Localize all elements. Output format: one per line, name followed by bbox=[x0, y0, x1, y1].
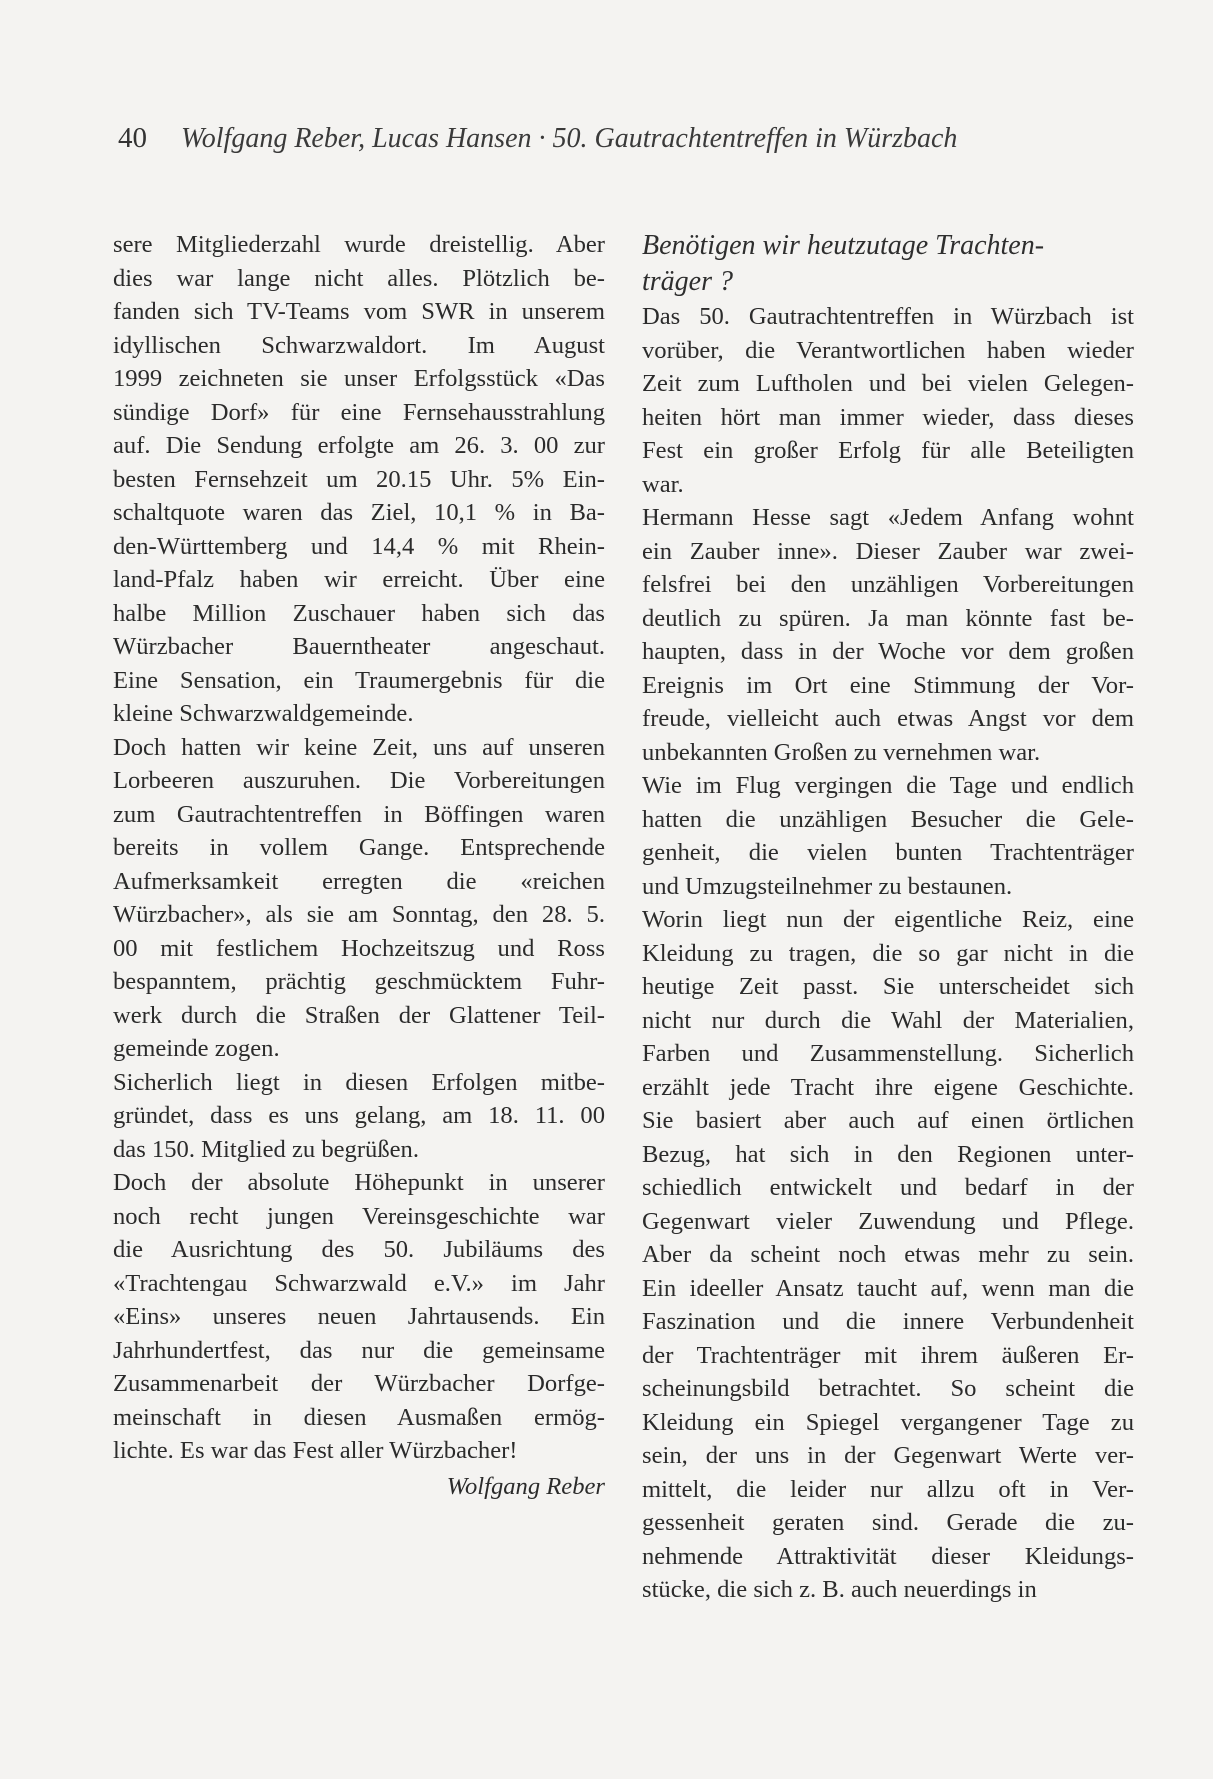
text-line: 00 mit festlichem Hochzeitszug und Ross bbox=[113, 934, 605, 962]
text-line: gemeinde zogen. bbox=[113, 1035, 280, 1062]
text-line: meinschaft in diesen Ausmaßen ermög- bbox=[113, 1403, 605, 1431]
text-line: kleine Schwarzwaldgemeinde. bbox=[113, 700, 414, 727]
text-line: den-Württemberg und 14,4 % mit Rhein- bbox=[113, 532, 605, 560]
text-line: «Trachtengau Schwarzwald e.V.» im Jahr bbox=[113, 1269, 605, 1297]
text-line: 1999 zeichneten sie unser Erfolgsstück «Das bbox=[113, 365, 605, 392]
section-heading bbox=[642, 228, 1134, 300]
text-line: Würzbacher», als sie am Sonntag, den 28. 5. bbox=[113, 901, 605, 928]
text-line: fanden sich TV-Teams vom SWR in unserem bbox=[113, 298, 605, 325]
text-line: genheit, die vielen bunten Trachtenträger bbox=[642, 839, 1134, 866]
text-line: sündige Dorf» für eine Fernsehausstrahlung bbox=[113, 398, 605, 426]
text-line: Ein ideeller Ansatz taucht auf, wenn man die bbox=[642, 1274, 1134, 1302]
text-line: land-Pfalz haben wir erreicht. Über eine bbox=[113, 566, 605, 593]
text-line: Farben und Zusammenstellung. Sicherlich bbox=[642, 1040, 1134, 1067]
page-number: 40 bbox=[118, 122, 147, 154]
right-text-body bbox=[642, 300, 1134, 1607]
text-line: Lorbeeren auszuruhen. Die Vorbereitungen bbox=[113, 767, 605, 794]
text-line: war. bbox=[642, 470, 684, 498]
text-line: erzählt jede Tracht ihre eigene Geschichte. bbox=[642, 1073, 1134, 1101]
text-line: Benötigen wir heutzutage Trachten- bbox=[642, 230, 1045, 261]
text-line: vorüber, die Verantwortlichen haben wieder bbox=[642, 336, 1134, 364]
text-line: Sie basiert aber auch auf einen örtlichen bbox=[642, 1107, 1134, 1134]
text-line: die Ausrichtung des 50. Jubiläums des bbox=[113, 1236, 605, 1263]
text-line: werk durch die Straßen der Glattener Teil- bbox=[113, 1001, 605, 1029]
text-line: schaltquote waren das Ziel, 10,1 % in Ba- bbox=[113, 499, 605, 526]
text-line: Bezug, hat sich in den Regionen unter- bbox=[642, 1140, 1134, 1168]
text-line: Hermann Hesse sagt «Jedem Anfang wohnt bbox=[642, 504, 1134, 531]
text-line: dies war lange nicht alles. Plötzlich be- bbox=[113, 264, 605, 292]
text-line: freude, vielleicht auch etwas Angst vor dem bbox=[642, 705, 1134, 732]
text-line: Das 50. Gautrachtentreffen in Würzbach ist bbox=[642, 303, 1134, 330]
text-line: Aber da scheint noch etwas mehr zu sein. bbox=[642, 1241, 1134, 1268]
text-line: «Eins» unseres neuen Jahrtausends. Ein bbox=[113, 1303, 605, 1330]
text-line: Jahrhundertfest, das nur die gemeinsame bbox=[113, 1336, 605, 1364]
running-title: Wolfgang Reber, Lucas Hansen · 50. Gautrachtentreffen in Würzbach bbox=[181, 123, 958, 154]
text-line: felsfrei bei den unzähligen Vorbereitungen bbox=[642, 571, 1134, 598]
text-line: schiedlich entwickelt und bedarf in der bbox=[642, 1174, 1134, 1201]
text-line: Fest ein großer Erfolg für alle Beteiligten bbox=[642, 437, 1134, 464]
text-line: Sicherlich liegt in diesen Erfolgen mitbe- bbox=[113, 1068, 605, 1096]
text-line: nicht nur durch die Wahl der Materialien, bbox=[642, 1006, 1134, 1034]
text-line: deutlich zu spüren. Ja man könnte fast be- bbox=[642, 604, 1134, 632]
text-line: scheinungsbild betrachtet. So scheint die bbox=[642, 1375, 1134, 1402]
text-line: bespanntem, prächtig geschmücktem Fuhr- bbox=[113, 968, 605, 995]
text-line: besten Fernsehzeit um 20.15 Uhr. 5% Ein- bbox=[113, 465, 605, 493]
text-line: Aufmerksamkeit erregten die «reichen bbox=[113, 867, 605, 895]
text-line: der Trachtenträger mit ihrem äußeren Er- bbox=[642, 1341, 1134, 1369]
text-line: ein Zauber inne». Dieser Zauber war zwei- bbox=[642, 537, 1134, 565]
left-column bbox=[113, 228, 605, 1503]
author-signature: Wolfgang Reber bbox=[446, 1472, 605, 1500]
text-line: gründet, dass es uns gelang, am 18. 11. 00 bbox=[113, 1102, 605, 1129]
text-line: unbekannten Großen zu vernehmen war. bbox=[642, 738, 1041, 766]
text-line: bereits in vollem Gange. Entsprechende bbox=[113, 834, 605, 861]
text-line: träger ? bbox=[642, 266, 733, 297]
text-line: Ereignis im Ort eine Stimmung der Vor- bbox=[642, 671, 1134, 699]
text-line: sein, der uns in der Gegenwart Werte ver- bbox=[642, 1442, 1134, 1469]
text-line: heutige Zeit passt. Sie unterscheidet sich bbox=[642, 973, 1134, 1000]
right-column bbox=[642, 228, 1134, 1607]
text-line: zum Gautrachtentreffen in Böffingen waren bbox=[113, 800, 605, 828]
left-text-body bbox=[113, 228, 605, 1468]
running-header bbox=[118, 118, 998, 158]
text-line: lichte. Es war das Fest aller Würzbacher! bbox=[113, 1437, 518, 1464]
text-line: haupten, dass in der Woche vor dem großen bbox=[642, 638, 1134, 665]
text-line: Zeit zum Luftholen und bei vielen Gelegen- bbox=[642, 370, 1134, 397]
text-line: Gegenwart vieler Zuwendung und Pflege. bbox=[642, 1207, 1134, 1235]
text-line: Würzbacher Bauerntheater angeschaut. bbox=[113, 633, 605, 660]
text-line: sere Mitgliederzahl wurde dreistellig. Aber bbox=[113, 231, 605, 258]
text-line: gessenheit geraten sind. Gerade die zu- bbox=[642, 1509, 1134, 1536]
text-line: stücke, die sich z. B. auch neuerdings in bbox=[642, 1576, 1037, 1603]
text-line: mittelt, die leider nur allzu oft in Ver- bbox=[642, 1475, 1134, 1503]
text-line: Doch der absolute Höhepunkt in unserer bbox=[113, 1169, 605, 1196]
text-line: noch recht jungen Vereinsgeschichte war bbox=[113, 1202, 605, 1230]
text-line: und Umzugsteilnehmer zu bestaunen. bbox=[642, 872, 1013, 900]
text-line: Wie im Flug vergingen die Tage und endlich bbox=[642, 772, 1134, 799]
text-line: auf. Die Sendung erfolgte am 26. 3. 00 zur bbox=[113, 432, 605, 459]
text-line: nehmende Attraktivität dieser Kleidungs- bbox=[642, 1542, 1134, 1570]
text-line: Doch hatten wir keine Zeit, uns auf unseren bbox=[113, 733, 605, 761]
text-line: hatten die unzähligen Besucher die Gele- bbox=[642, 805, 1134, 833]
text-line: idyllischen Schwarzwaldort. Im August bbox=[113, 331, 605, 359]
text-line: das 150. Mitglied zu begrüßen. bbox=[113, 1135, 419, 1163]
text-line: halbe Million Zuschauer haben sich das bbox=[113, 599, 605, 627]
text-line: Kleidung zu tragen, die so gar nicht in die bbox=[642, 939, 1134, 967]
text-line: Eine Sensation, ein Traumergebnis für die bbox=[113, 666, 605, 694]
text-line: heiten hört man immer wieder, dass dieses bbox=[642, 403, 1134, 431]
text-line: Kleidung ein Spiegel vergangener Tage zu bbox=[642, 1408, 1134, 1436]
text-line: Worin liegt nun der eigentliche Reiz, eine bbox=[642, 906, 1134, 933]
text-line: Faszination und die innere Verbundenheit bbox=[642, 1308, 1134, 1335]
text-line: Zusammenarbeit der Würzbacher Dorfge- bbox=[113, 1370, 605, 1397]
